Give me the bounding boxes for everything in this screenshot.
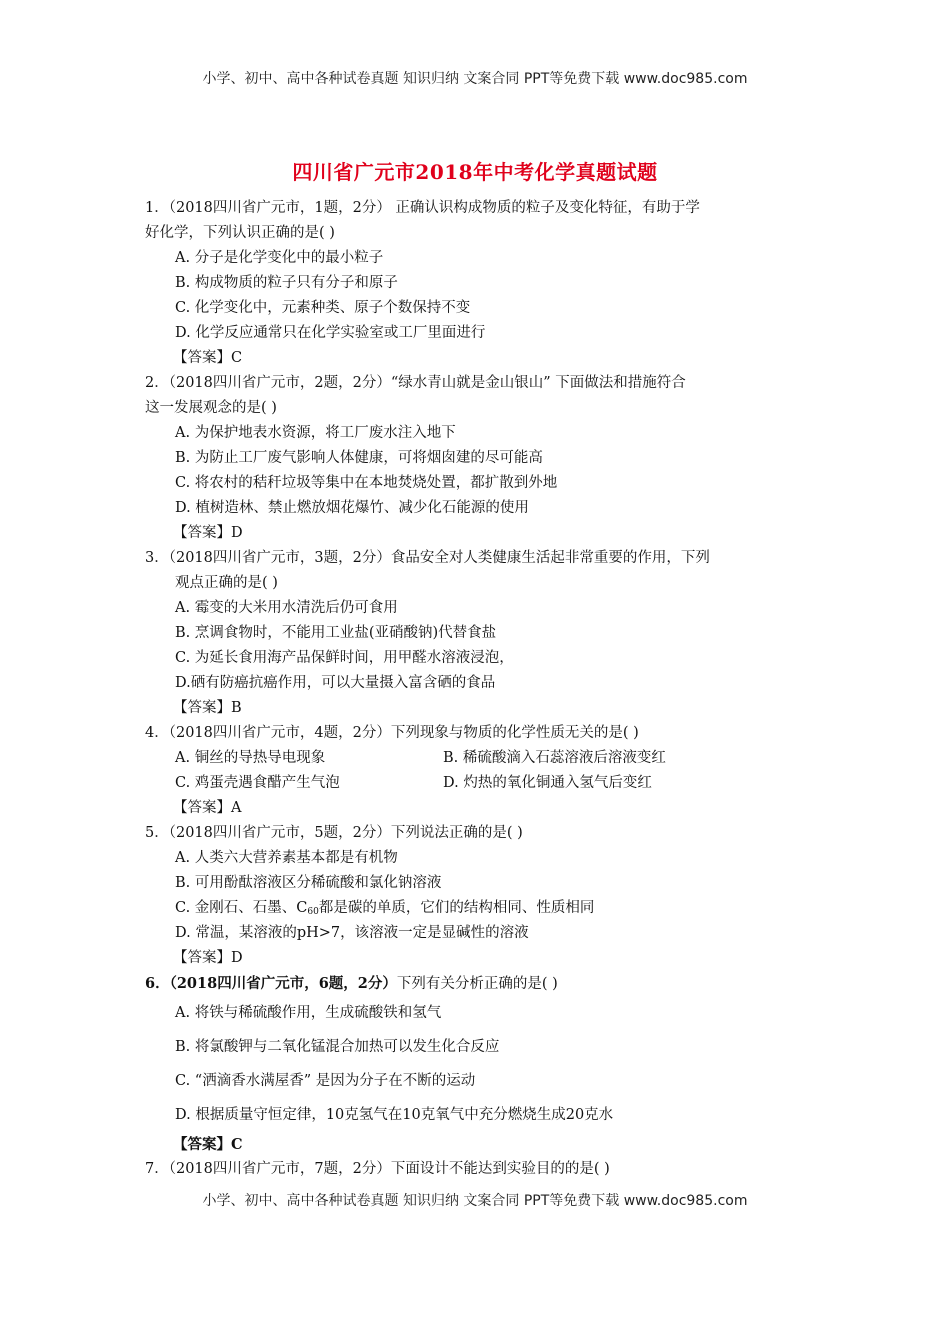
q2-option-d: D. 植树造林、禁止燃放烟花爆竹、减少化石能源的使用: [175, 500, 529, 516]
q6-option-a: A. 将铁与稀硫酸作用，生成硫酸铁和氢气: [175, 1005, 442, 1021]
q6-answer: 【答案】C: [173, 1136, 243, 1153]
q5-option-a: A. 人类六大营养素基本都是有机物: [175, 850, 398, 866]
q3-stem-line1: 3．（2018四川省广元市，3题，2分）食品安全对人类健康生活起非常重要的作用，下列: [145, 550, 710, 566]
q5-answer: 【答案】D: [173, 950, 243, 966]
q5-option-c: [145, 896, 810, 921]
q5-option-c-post: 都是碳的单质，它们的结构相同、性质相同: [318, 900, 595, 916]
q4-option-c: C. 鸡蛋壳遇食醋产生气泡: [175, 775, 340, 791]
q1-option-b: B. 构成物质的粒子只有分子和原子: [175, 275, 398, 291]
q5-option-c-pre: C. 金刚石、石墨、C: [175, 900, 308, 916]
page-title: 四川省广元市2018年中考化学真题试题: [292, 160, 658, 184]
q1-stem-line2: 好化学，下列认识正确的是( ): [145, 225, 335, 241]
q4-options-row1: [145, 746, 810, 771]
q3-answer: 【答案】B: [173, 700, 242, 716]
q5-stem: 5．（2018四川省广元市，5题，2分）下列说法正确的是( ): [145, 825, 523, 841]
q1-option-a: A. 分子是化学变化中的最小粒子: [175, 250, 384, 266]
q4-stem: 4．（2018四川省广元市，4题，2分）下列现象与物质的化学性质无关的是( ): [145, 725, 639, 741]
q6-option-b: B. 将氯酸钾与二氧化锰混合加热可以发生化合反应: [175, 1039, 500, 1055]
q6-stem-text: 下列有关分析正确的是( ): [396, 976, 558, 992]
q2-option-c: C. 将农村的秸秆垃圾等集中在本地焚烧处置，都扩散到外地: [175, 475, 558, 491]
q2-answer: 【答案】D: [173, 525, 243, 541]
page-footer: 小学、初中、高中各种试卷真题 知识归纳 文案合同 PPT等免费下载 www.doc985.com: [202, 1193, 748, 1209]
q1-option-c: C. 化学变化中，元素种类、原子个数保持不变: [175, 300, 471, 316]
q4-option-b: B. 稀硫酸滴入石蕊溶液后溶液变红: [443, 750, 666, 766]
page-header: 小学、初中、高中各种试卷真题 知识归纳 文案合同 PPT等免费下载 www.doc985.com: [202, 71, 748, 87]
q5-option-c-subscript: 60: [307, 907, 319, 917]
q4-option-d: D. 灼热的氧化铜通入氢气后变红: [443, 775, 652, 791]
q6-option-d: D. 根据质量守恒定律，10克氢气在10克氧气中充分燃烧生成20克水: [175, 1107, 614, 1123]
q4-answer: 【答案】A: [173, 800, 242, 816]
q6-stem: [145, 971, 810, 996]
q3-stem-line2: 观点正确的是( ): [175, 575, 278, 591]
q1-answer: 【答案】C: [173, 350, 243, 366]
q5-option-d: D. 常温，某溶液的pH>7，该溶液一定是显碱性的溶液: [175, 925, 529, 941]
q2-option-a: A. 为保护地表水资源，将工厂废水注入地下: [175, 425, 456, 441]
q1-option-d: D. 化学反应通常只在化学实验室或工厂里面进行: [175, 325, 486, 341]
q4-options-row2: [145, 771, 810, 796]
exam-content: [145, 196, 810, 1182]
q2-option-b: B. 为防止工厂废气影响人体健康，可将烟囱建的尽可能高: [175, 450, 543, 466]
q3-option-d: D.硒有防癌抗癌作用，可以大量摄入富含硒的食品: [175, 675, 496, 691]
q1-stem-line1: 1．（2018四川省广元市，1题，2分） 正确认识构成物质的粒子及变化特征，有助于学: [145, 200, 700, 216]
q2-stem-line1: 2．（2018四川省广元市，2题，2分）“绿水青山就是金山银山” 下面做法和措施符合: [145, 375, 686, 391]
q7-stem: 7．（2018四川省广元市，7题，2分）下面设计不能达到实验目的的是( ): [145, 1161, 610, 1177]
q3-option-a: A. 霉变的大米用水清洗后仍可食用: [175, 600, 398, 616]
q3-option-c: C. 为延长食用海产品保鲜时间，用甲醛水溶液浸泡，: [175, 650, 514, 666]
q3-option-b: B. 烹调食物时，不能用工业盐(亚硝酸钠)代替食盐: [175, 625, 497, 641]
q6-option-c: C. “洒滴香水满屋香” 是因为分子在不断的运动: [175, 1073, 476, 1089]
q5-option-b: B. 可用酚酞溶液区分稀硫酸和氯化钠溶液: [175, 875, 442, 891]
q6-stem-source: 6．（2018四川省广元市，6题，2分）: [145, 975, 397, 992]
q2-stem-line2: 这一发展观念的是( ): [145, 400, 277, 416]
q4-option-a: A. 铜丝的导热导电现象: [175, 750, 326, 766]
